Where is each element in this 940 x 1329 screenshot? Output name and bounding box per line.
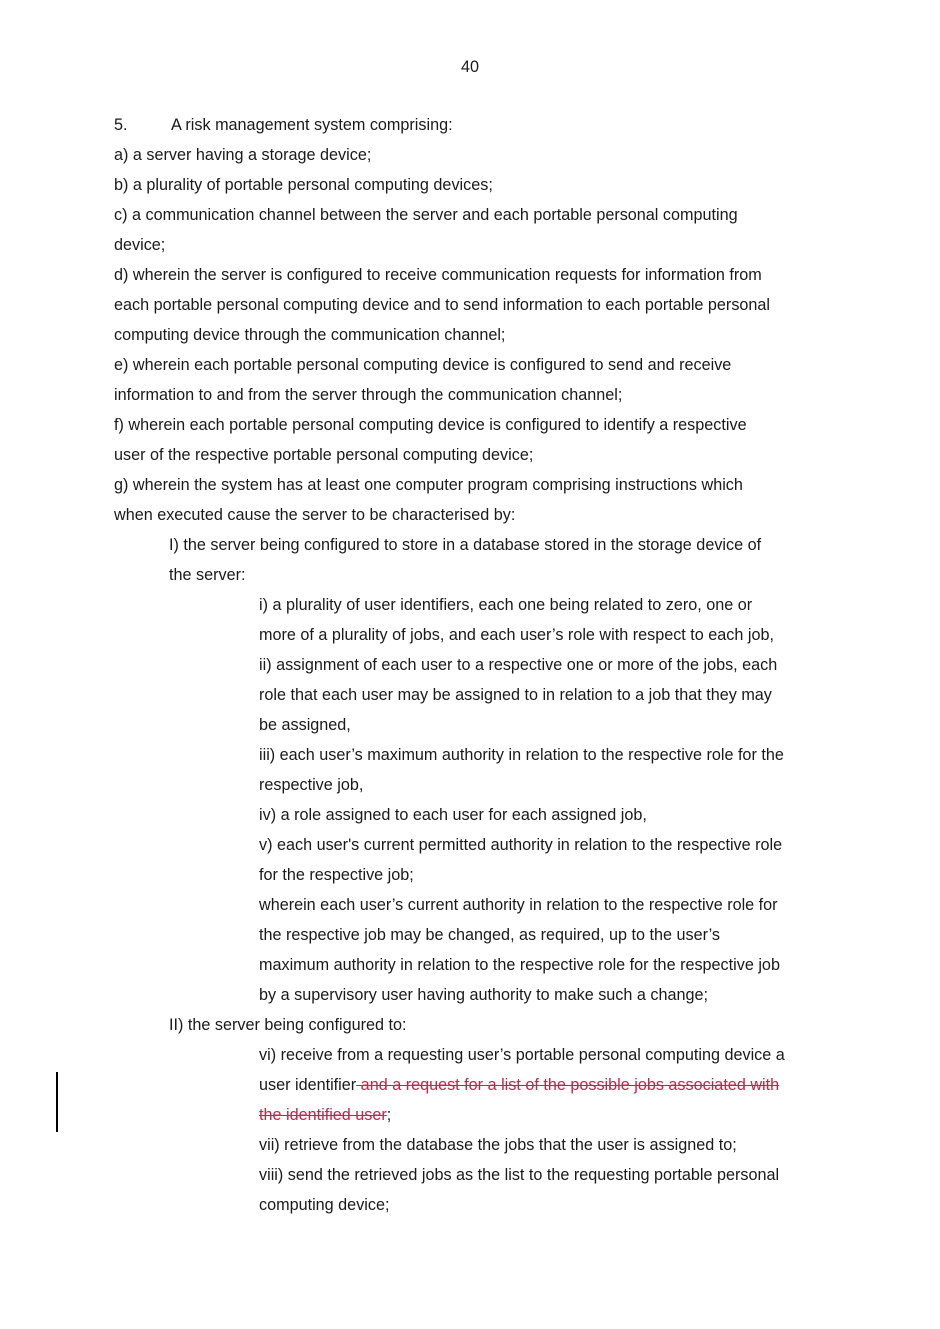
item-v-line1: v) each user's current permitted authority in relation to the respective role [259,836,783,854]
item-iii-line1: iii) each user’s maximum authority in relation to the respective role for the [259,746,784,764]
wherein-line3: maximum authority in relation to the respective role for the respective job [259,956,780,974]
page-number: 40 [460,58,479,76]
claim-heading-line [114,110,834,140]
kept-text: ; [386,1106,392,1124]
claim-item-d-line2: each portable personal computing device and to send information to each portable personal [114,296,771,314]
claim-text [114,110,834,1220]
claim-item-a: a) a server having a storage device; [114,146,372,164]
subclaim-II: II) the server being configured to: [169,1016,407,1034]
claim-item-g-line1: g) wherein the system has at least one computer program comprising instructions which [114,476,743,494]
revision-change-bar [56,1072,58,1132]
claim-item-f-line1: f) wherein each portable personal computing device is configured to identify a respective [114,416,747,434]
claim-heading: A risk management system comprising: [171,116,453,134]
wherein-line1: wherein each user’s current authority in relation to the respective role for [259,896,778,914]
claim-item-g-line2: when executed cause the server to be characterised by: [114,506,516,524]
wherein-line4: by a supervisory user having authority to make such a change; [259,986,708,1004]
claim-item-f-line2: user of the respective portable personal computing device; [114,446,534,464]
item-ii-line1: ii) assignment of each user to a respective one or more of the jobs, each [259,656,778,674]
item-vi-line2 [114,1070,834,1100]
claim-item-e-line2: information to and from the server through the communication channel; [114,386,623,404]
claim-item-c-line1: c) a communication channel between the server and each portable personal computing [114,206,738,224]
item-viii-line1: viii) send the retrieved jobs as the list to the requesting portable personal [259,1166,780,1184]
item-iii-line2: respective job, [259,776,364,794]
item-i-line2: more of a plurality of jobs, and each user’s role with respect to each job, [259,626,774,644]
claim-item-d-line1: d) wherein the server is configured to receive communication requests for information from [114,266,762,284]
item-ii-line2: role that each user may be assigned to in relation to a job that they may [259,686,772,704]
kept-text: user identifier [259,1076,357,1094]
claim-item-b: b) a plurality of portable personal computing devices; [114,176,493,194]
item-viii-line2: computing device; [259,1196,390,1214]
claim-item-c-line2: device; [114,236,166,254]
wherein-line2: the respective job may be changed, as required, up to the user’s [259,926,721,944]
item-vi-line1: vi) receive from a requesting user’s portable personal computing device a [259,1046,785,1064]
deleted-text: the identified user [259,1106,387,1124]
claim-item-d-line3: computing device through the communication channel; [114,326,506,344]
claim-number: 5. [114,116,128,134]
item-ii-line3: be assigned, [259,716,351,734]
deleted-text: and a request for a list of the possible jobs associated with [356,1076,780,1094]
item-vii: vii) retrieve from the database the jobs that the user is assigned to; [259,1136,737,1154]
item-iv: iv) a role assigned to each user for each assigned job, [259,806,647,824]
claim-item-e-line1: e) wherein each portable personal computing device is configured to send and receive [114,356,732,374]
item-v-line2: for the respective job; [259,866,414,884]
subclaim-I-line2: the server: [169,566,246,584]
subclaim-I-line1: I) the server being configured to store in a database stored in the storage device of [169,536,762,554]
item-i-line1: i) a plurality of user identifiers, each one being related to zero, one or [259,596,753,614]
item-vi-line3 [114,1100,834,1130]
